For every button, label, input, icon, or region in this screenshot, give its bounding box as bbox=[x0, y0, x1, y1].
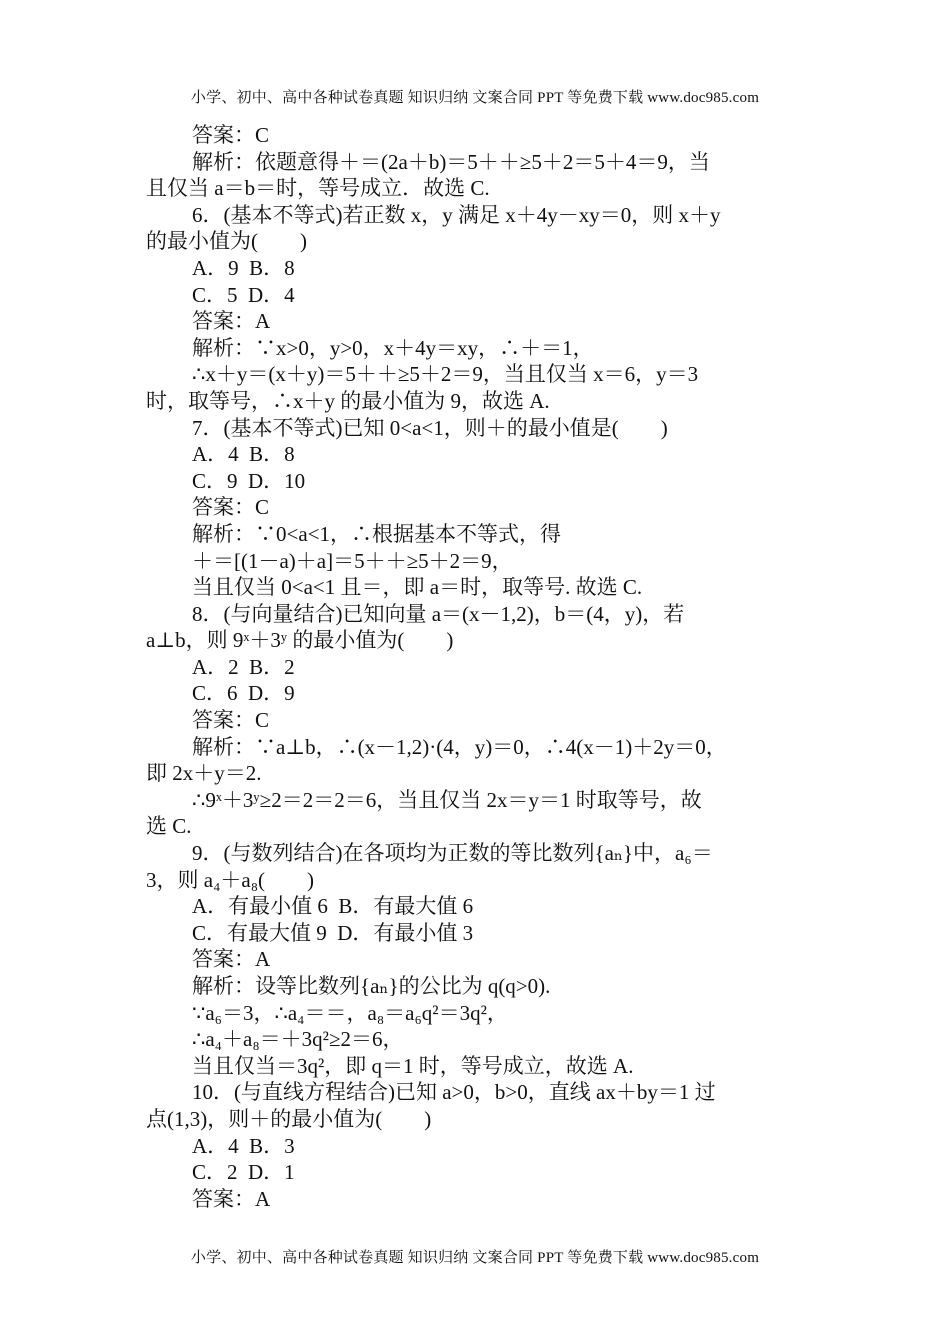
text-line: 解析：设等比数列{aₙ}的公比为 q(q>0). bbox=[192, 974, 551, 998]
text-line: 9．(与数列结合)在各项均为正数的等比数列{aₙ}中，a₆＝ bbox=[192, 841, 713, 866]
text-line: 时，取等号，∴x＋y 的最小值为 9，故选 A. bbox=[146, 388, 550, 413]
text-line: 的最小值为( ) bbox=[146, 229, 307, 254]
page-header: 小学、初中、高中各种试卷真题 知识归纳 文案合同 PPT 等免费下载 www.doc985.com bbox=[190, 90, 760, 106]
text-line: C．6 D．9 bbox=[192, 681, 295, 706]
text-line: 即 2x＋y＝2. bbox=[146, 761, 262, 786]
text-line: A．有最小值 6 B．有最大值 6 bbox=[192, 894, 474, 919]
text-line: ∴a₄＋a₈＝＋3q²≥2＝6， bbox=[192, 1027, 404, 1052]
text-line: 且仅当 a＝b＝时，等号成立．故选 C. bbox=[146, 176, 490, 201]
text-line: 当且仅当＝3q²，即 q＝1 时，等号成立，故选 A. bbox=[192, 1053, 634, 1078]
page-footer: 小学、初中、高中各种试卷真题 知识归纳 文案合同 PPT 等免费下载 www.doc985.com bbox=[190, 1250, 760, 1266]
text-line: A．9 B．8 bbox=[192, 255, 295, 280]
text-line: C．2 D．1 bbox=[192, 1160, 295, 1185]
text-line: 解析：∵0<a<1，∴根据基本不等式，得 bbox=[192, 521, 562, 546]
text-line: 答案：C bbox=[192, 495, 270, 520]
text-line: ∴9ˣ＋3ʸ≥2＝2＝2＝6，当且仅当 2x＝y＝1 时取等号，故 bbox=[192, 787, 702, 812]
text-line: 答案：C bbox=[192, 708, 270, 733]
text-line: ∴x＋y＝(x＋y)＝5＋＋≥5＋2＝9，当且仅当 x＝6，y＝3 bbox=[192, 362, 699, 387]
text-line: C．有最大值 9 D．有最小值 3 bbox=[192, 920, 474, 945]
text-line: A．4 B．8 bbox=[192, 442, 295, 467]
text-line: 解析：依题意得＋＝(2a＋b)＝5＋＋≥5＋2＝5＋4＝9，当 bbox=[192, 149, 710, 174]
text-line: C．5 D．4 bbox=[192, 282, 295, 307]
text-line: A．4 B．3 bbox=[192, 1133, 295, 1158]
text-line: 解析：∵x>0，y>0，x＋4y＝xy，∴＋＝1， bbox=[192, 335, 594, 360]
document-body bbox=[146, 122, 810, 1212]
text-line: 10．(与直线方程结合)已知 a>0，b>0，直线 ax＋by＝1 过 bbox=[192, 1080, 716, 1105]
text-line: 点(1,3)，则＋的最小值为( ) bbox=[146, 1106, 432, 1131]
text-line: 当且仅当 0<a<1 且＝，即 a＝时，取等号. 故选 C. bbox=[192, 575, 643, 600]
text-line: A．2 B．2 bbox=[192, 654, 295, 679]
text-line: 7．(基本不等式)已知 0<a<1，则＋的最小值是( ) bbox=[192, 415, 668, 440]
text-line: 选 C. bbox=[146, 814, 192, 839]
text-line: 答案：C bbox=[192, 123, 270, 147]
text-line: 解析：∵a⊥b，∴(x－1,2)·(4，y)＝0，∴4(x－1)＋2y＝0， bbox=[192, 734, 727, 759]
text-line: C．9 D．10 bbox=[192, 468, 306, 493]
text-line: 答案：A bbox=[192, 947, 271, 972]
text-line: 6．(基本不等式)若正数 x，y 满足 x＋4y－xy＝0，则 x＋y bbox=[192, 202, 721, 227]
text-line: a⊥b，则 9ˣ＋3ʸ 的最小值为( ) bbox=[146, 628, 454, 653]
text-line: 8．(与向量结合)已知向量 a＝(x－1,2)，b＝(4，y)，若 bbox=[192, 601, 685, 626]
text-line: 答案：A bbox=[192, 309, 271, 334]
text-line: ∵a₆＝3，∴a₄＝＝，a₈＝a₆q²＝3q²， bbox=[192, 1000, 508, 1025]
text-line: ＋＝[(1－a)＋a]＝5＋＋≥5＋2＝9， bbox=[192, 548, 513, 573]
text-line: 答案：A bbox=[192, 1186, 271, 1211]
text-line: 3，则 a₄＋a₈( ) bbox=[146, 867, 315, 892]
